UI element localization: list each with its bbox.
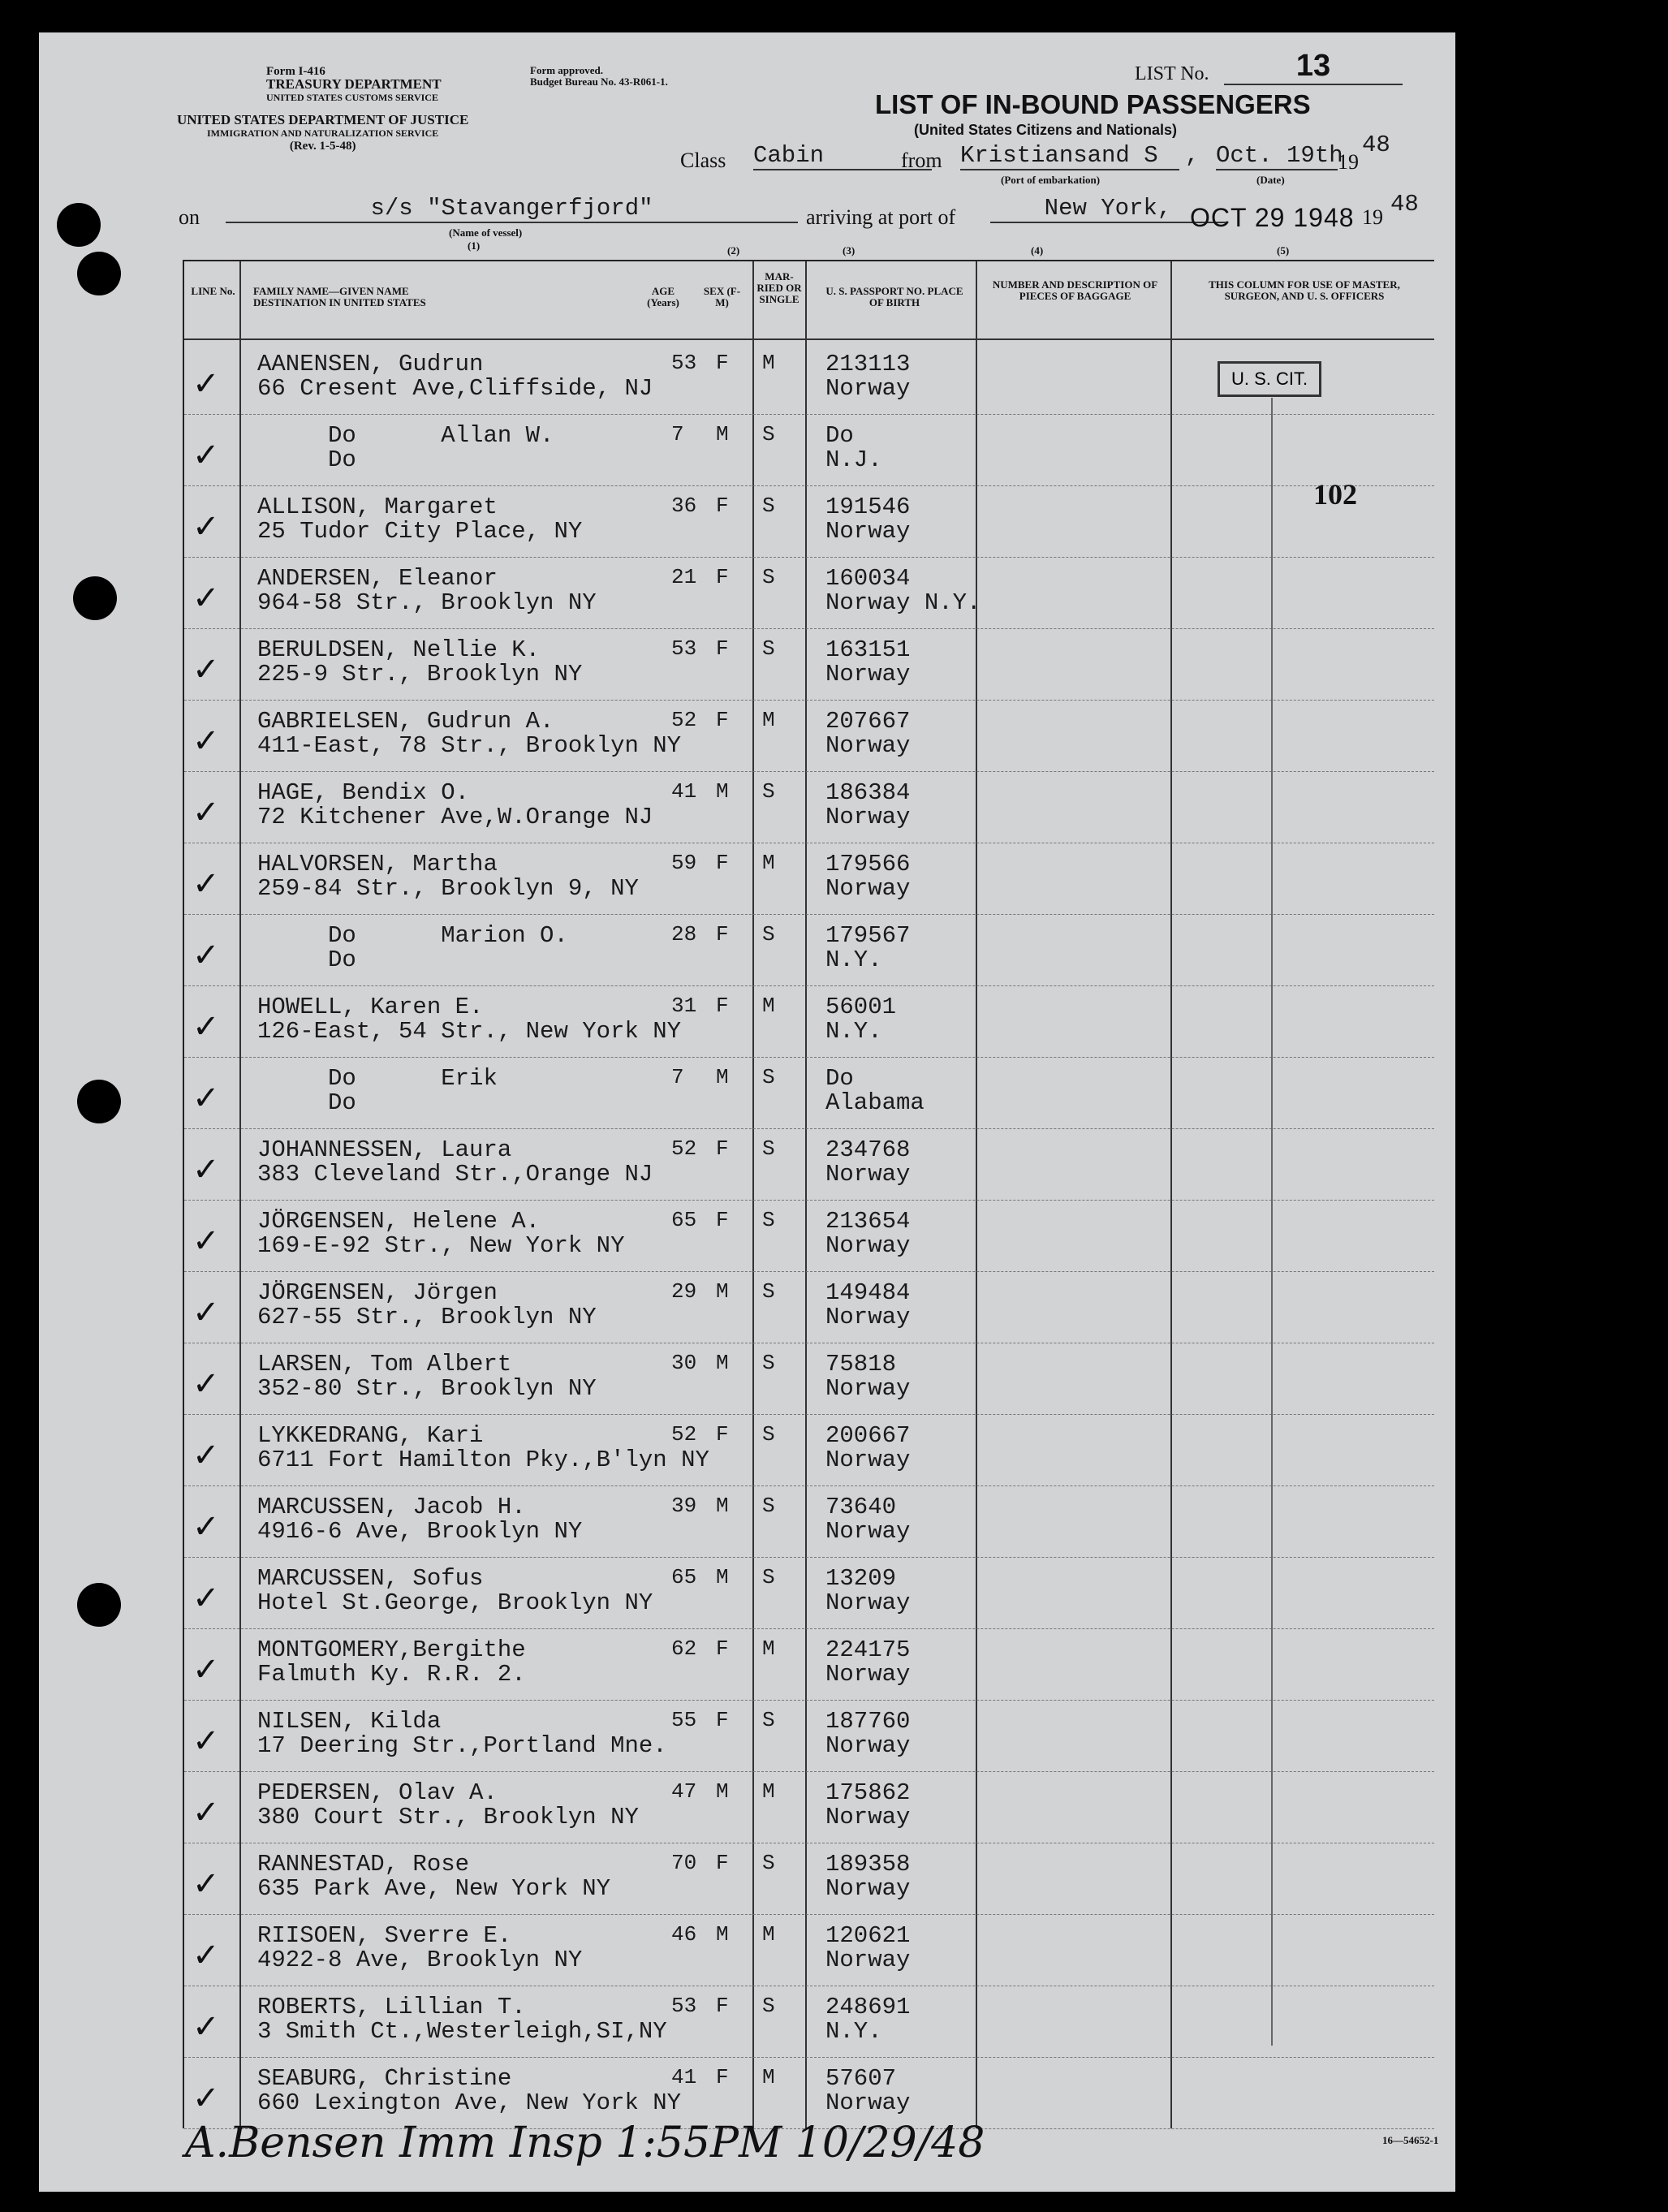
place-of-birth: Norway [825, 375, 911, 402]
destination: Falmuth Ky. R.R. 2. [257, 1661, 526, 1688]
sex: F [716, 565, 729, 589]
marital-status: S [762, 779, 775, 804]
sex: F [716, 708, 729, 732]
table-row [184, 985, 1434, 1057]
arrival-year: 48 [1390, 191, 1419, 218]
place-of-birth: Norway [825, 1661, 911, 1688]
table-row [184, 1914, 1434, 1986]
marital-status: S [762, 1994, 775, 2018]
sex: F [716, 2065, 729, 2089]
age: 53 [671, 636, 697, 661]
age: 65 [671, 1208, 697, 1232]
passenger-name: ROBERTS, Lillian T. [257, 1994, 526, 2020]
destination: 660 Lexington Ave, New York NY [257, 2089, 682, 2116]
check-mark-icon: ✓ [192, 865, 220, 903]
place-of-birth: Norway [825, 1232, 911, 1259]
table-row [184, 485, 1434, 557]
destination: 25 Tudor City Place, NY [257, 518, 583, 545]
page-subtitle: (United States Citizens and Nationals) [914, 122, 1178, 138]
check-mark-icon: ✓ [192, 1008, 220, 1046]
port-caption: (Port of embarkation) [1001, 174, 1101, 186]
place-of-birth: N.J. [825, 446, 882, 473]
destination: 964-58 Str., Brooklyn NY [257, 589, 597, 616]
place-of-birth: Norway [825, 1875, 911, 1902]
us-citizen-stamp: U. S. CIT. [1218, 361, 1321, 397]
vessel-col: (1) [468, 239, 481, 252]
header-married: MAR- RIED OR SINGLE [756, 270, 802, 305]
place-of-birth: Norway [825, 1804, 911, 1830]
destination: 352-80 Str., Brooklyn NY [257, 1375, 597, 1402]
header-name: FAMILY NAME—GIVEN NAME DESTINATION IN UNITED STATES [253, 285, 426, 308]
count-annotation: 102 [1313, 478, 1357, 511]
passenger-name: ANDERSEN, Eleanor [257, 565, 498, 592]
passenger-name: HALVORSEN, Martha [257, 851, 498, 877]
age: 41 [671, 779, 697, 804]
check-mark-icon: ✓ [192, 1937, 220, 1974]
marital-status: S [762, 1851, 775, 1875]
place-of-birth: Norway [825, 1161, 911, 1188]
passport-number: 57607 [825, 2065, 897, 2092]
from-value: Kristiansand S [960, 142, 1179, 170]
check-mark-icon: ✓ [192, 1151, 220, 1188]
col-num-2: (2) [727, 244, 740, 257]
sex: F [716, 1136, 729, 1161]
marital-status: S [762, 1065, 775, 1089]
header-officers: THIS COLUMN FOR USE OF MASTER, SURGEON, AND U. S. OFFICERS [1209, 278, 1400, 302]
age: 59 [671, 851, 697, 875]
passenger-name: JOHANNESSEN, Laura [257, 1136, 512, 1163]
table-row [184, 1771, 1434, 1843]
marital-status: M [762, 1779, 775, 1804]
arriving-label: arriving at port of [806, 205, 956, 229]
check-mark-icon: ✓ [192, 1508, 220, 1546]
list-no-label: LIST No. [1135, 63, 1209, 84]
age: 52 [671, 708, 697, 732]
budget-line: Budget Bureau No. 43-R061-1. [530, 75, 668, 88]
destination: 259-84 Str., Brooklyn 9, NY [257, 875, 639, 902]
place-of-birth: Norway [825, 804, 911, 830]
sex: M [716, 1065, 729, 1089]
punch-hole [77, 1583, 121, 1627]
arrival-year-prefix: 19 [1362, 205, 1383, 229]
class-value: Cabin [753, 142, 932, 170]
ins-line: IMMIGRATION AND NATURALIZATION SERVICE [207, 127, 439, 139]
header-line-no: LINE No. [191, 285, 235, 297]
punch-hole [73, 576, 117, 620]
passenger-name: LARSEN, Tom Albert [257, 1351, 512, 1378]
header-baggage: NUMBER AND DESCRIPTION OF PIECES OF BAGGAGE [992, 278, 1158, 302]
sex: F [716, 1708, 729, 1732]
passport-number: 213654 [825, 1208, 911, 1235]
vessel-caption: (Name of vessel) [449, 226, 523, 239]
table-row [184, 843, 1434, 914]
passport-number: 187760 [825, 1708, 911, 1735]
age: 21 [671, 565, 697, 589]
arrival-port: New York, [990, 195, 1226, 223]
check-mark-icon: ✓ [192, 365, 220, 403]
passport-number: 186384 [825, 779, 911, 806]
table-row [184, 628, 1434, 700]
place-of-birth: Norway [825, 1304, 911, 1330]
marital-status: S [762, 1494, 775, 1518]
sex: F [716, 1851, 729, 1875]
passport-number: 120621 [825, 1922, 911, 1949]
date-value: Oct. 19th [1216, 142, 1343, 169]
age: 70 [671, 1851, 697, 1875]
passport-number: 179566 [825, 851, 911, 877]
passport-number: 13209 [825, 1565, 897, 1592]
marital-status: S [762, 1351, 775, 1375]
check-mark-icon: ✓ [192, 651, 220, 688]
passport-number: 160034 [825, 565, 911, 592]
header-passport: U. S. PASSPORT NO. PLACE OF BIRTH [825, 285, 963, 308]
passenger-name: Do Erik [257, 1065, 498, 1092]
check-mark-icon: ✓ [192, 1865, 220, 1903]
approval-block [530, 65, 668, 88]
age: 39 [671, 1494, 697, 1518]
passport-number: 75818 [825, 1351, 897, 1378]
place-of-birth: Norway [825, 875, 911, 902]
age: 31 [671, 994, 697, 1018]
sex: M [716, 1922, 729, 1947]
age: 7 [671, 422, 684, 446]
place-of-birth: Norway [825, 2089, 911, 2116]
marital-status: S [762, 636, 775, 661]
passenger-name: AANENSEN, Gudrun [257, 351, 484, 377]
marital-status: S [762, 494, 775, 518]
age: 65 [671, 1565, 697, 1589]
arrival-date-stamp: OCT 29 1948 [1190, 203, 1355, 232]
passport-number: 224175 [825, 1636, 911, 1663]
table-row [184, 1128, 1434, 1200]
destination: 225-9 Str., Brooklyn NY [257, 661, 583, 688]
destination: 4922-8 Ave, Brooklyn NY [257, 1947, 583, 1973]
passenger-table [183, 260, 1434, 2128]
sex: M [716, 1279, 729, 1304]
passenger-name: JÖRGENSEN, Helene A. [257, 1208, 541, 1235]
passenger-name: MONTGOMERY,Bergithe [257, 1636, 526, 1663]
passenger-name: PEDERSEN, Olav A. [257, 1779, 498, 1806]
check-mark-icon: ✓ [192, 508, 220, 545]
rev-line: (Rev. 1-5-48) [289, 140, 356, 153]
passenger-name: ALLISON, Margaret [257, 494, 498, 520]
passport-number: 179567 [825, 922, 911, 949]
list-no-value: 13 [1224, 49, 1403, 85]
place-of-birth: N.Y. [825, 2018, 882, 2045]
passenger-name: SEABURG, Christine [257, 2065, 512, 2092]
check-mark-icon: ✓ [192, 1365, 220, 1403]
on-label: on [179, 205, 200, 229]
destination: 66 Cresent Ave,Cliffside, NJ [257, 375, 653, 402]
table-row [184, 2057, 1434, 2128]
age: 46 [671, 1922, 697, 1947]
sex: M [716, 779, 729, 804]
place-of-birth: Norway [825, 518, 911, 545]
check-mark-icon: ✓ [192, 2008, 220, 2046]
passenger-name: JÖRGENSEN, Jörgen [257, 1279, 498, 1306]
passport-number: Do [825, 1065, 854, 1092]
marital-status: M [762, 1636, 775, 1661]
passenger-name: HAGE, Bendix O. [257, 779, 470, 806]
sex: M [716, 1779, 729, 1804]
form-number: Form I-416 [266, 65, 325, 78]
passenger-name: RANNESTAD, Rose [257, 1851, 470, 1878]
passenger-name: Do Allan W. [257, 422, 554, 449]
place-of-birth: Norway [825, 1447, 911, 1473]
sex: F [716, 494, 729, 518]
marital-status: M [762, 994, 775, 1018]
punch-hole [77, 1080, 121, 1123]
page-title: LIST OF IN-BOUND PASSENGERS [875, 89, 1311, 119]
check-mark-icon: ✓ [192, 1794, 220, 1831]
passenger-name: BERULDSEN, Nellie K. [257, 636, 541, 663]
age: 62 [671, 1636, 697, 1661]
from-label: from [901, 149, 942, 172]
treasury-line: TREASURY DEPARTMENT [266, 76, 442, 92]
place-of-birth: Norway [825, 661, 911, 688]
form-block [266, 65, 442, 104]
destination: 380 Court Str., Brooklyn NY [257, 1804, 639, 1830]
passenger-name: RIISOEN, Sverre E. [257, 1922, 512, 1949]
sex: F [716, 351, 729, 375]
table-row [184, 414, 1434, 485]
check-mark-icon: ✓ [192, 2080, 220, 2117]
age: 53 [671, 351, 697, 375]
marital-status: S [762, 1422, 775, 1447]
passport-number: 189358 [825, 1851, 911, 1878]
marital-status: S [762, 1279, 775, 1304]
passport-number: 248691 [825, 1994, 911, 2020]
sex: M [716, 1351, 729, 1375]
place-of-birth: Norway [825, 1947, 911, 1973]
destination: 126-East, 54 Str., New York NY [257, 1018, 682, 1045]
destination: Do [257, 946, 356, 973]
document-page [39, 32, 1455, 2192]
table-row [184, 1485, 1434, 1557]
passenger-name: GABRIELSEN, Gudrun A. [257, 708, 554, 735]
age: 28 [671, 922, 697, 946]
passenger-name: LYKKEDRANG, Kari [257, 1422, 484, 1449]
passenger-name: HOWELL, Karen E. [257, 994, 484, 1020]
year-value: 48 [1362, 132, 1390, 158]
passport-number: 56001 [825, 994, 897, 1020]
destination: Hotel St.George, Brooklyn NY [257, 1589, 653, 1616]
place-of-birth: Norway [825, 1732, 911, 1759]
approval-line: Form approved. [530, 64, 604, 76]
sex: M [716, 422, 729, 446]
passport-number: 213113 [825, 351, 911, 377]
inspector-signature: A.Bensen Imm Insp 1:55PM 10/29/48 [185, 2119, 985, 2167]
class-label: Class [680, 149, 726, 172]
punch-hole [57, 203, 101, 247]
marital-status: S [762, 565, 775, 589]
destination: 627-55 Str., Brooklyn NY [257, 1304, 597, 1330]
place-of-birth: Alabama [825, 1089, 925, 1116]
justice-block [177, 114, 468, 153]
passport-number: 175862 [825, 1779, 911, 1806]
place-of-birth: Norway [825, 1375, 911, 1402]
check-mark-icon: ✓ [192, 1651, 220, 1688]
comma: , [1185, 142, 1200, 169]
table-row [184, 771, 1434, 843]
table-row [184, 1557, 1434, 1628]
check-mark-icon: ✓ [192, 1723, 220, 1760]
marital-status: S [762, 422, 775, 446]
check-mark-icon: ✓ [192, 794, 220, 831]
marital-status: M [762, 851, 775, 875]
passenger-name: MARCUSSEN, Sofus [257, 1565, 484, 1592]
table-row [184, 1700, 1434, 1771]
marital-status: M [762, 351, 775, 375]
age: 36 [671, 494, 697, 518]
sex: F [716, 1636, 729, 1661]
place-of-birth: Norway [825, 732, 911, 759]
header-sex: SEX (F-M) [703, 285, 741, 308]
age: 52 [671, 1136, 697, 1161]
footer-code: 16—54652-1 [1382, 2134, 1439, 2146]
passport-number: 163151 [825, 636, 911, 663]
marital-status: S [762, 1208, 775, 1232]
destination: 169-E-92 Str., New York NY [257, 1232, 625, 1259]
age: 41 [671, 2065, 697, 2089]
age: 52 [671, 1422, 697, 1447]
age: 29 [671, 1279, 697, 1304]
sex: F [716, 1994, 729, 2018]
destination: 383 Cleveland Str.,Orange NJ [257, 1161, 653, 1188]
marital-status: S [762, 1708, 775, 1732]
place-of-birth: Norway [825, 1589, 911, 1616]
table-row [184, 1843, 1434, 1914]
age: 55 [671, 1708, 697, 1732]
age: 47 [671, 1779, 697, 1804]
sex: F [716, 1422, 729, 1447]
age: 30 [671, 1351, 697, 1375]
marital-status: M [762, 708, 775, 732]
table-row [184, 557, 1434, 628]
table-row [184, 914, 1434, 985]
justice-line: UNITED STATES DEPARTMENT OF JUSTICE [177, 112, 469, 127]
destination: 411-East, 78 Str., Brooklyn NY [257, 732, 682, 759]
date-caption: (Date) [1256, 174, 1285, 186]
pencil-line [1271, 398, 1273, 2046]
passport-number: 191546 [825, 494, 911, 520]
passenger-name: NILSEN, Kilda [257, 1708, 442, 1735]
passport-number: 234768 [825, 1136, 911, 1163]
passport-number: 149484 [825, 1279, 911, 1306]
check-mark-icon: ✓ [192, 1294, 220, 1331]
col-num-4: (4) [1031, 244, 1044, 257]
check-mark-icon: ✓ [192, 722, 220, 760]
marital-status: S [762, 922, 775, 946]
table-row [184, 1986, 1434, 2057]
sex: F [716, 636, 729, 661]
destination: 635 Park Ave, New York NY [257, 1875, 611, 1902]
table-row [184, 1414, 1434, 1485]
check-mark-icon: ✓ [192, 1222, 220, 1260]
marital-status: S [762, 1565, 775, 1589]
destination: 6711 Fort Hamilton Pky.,B'lyn NY [257, 1447, 709, 1473]
age: 7 [671, 1065, 684, 1089]
year-prefix: 19 [1338, 150, 1359, 174]
destination: 72 Kitchener Ave,W.Orange NJ [257, 804, 653, 830]
check-mark-icon: ✓ [192, 1580, 220, 1617]
check-mark-icon: ✓ [192, 1080, 220, 1117]
table-row [184, 1628, 1434, 1700]
sex: F [716, 922, 729, 946]
table-row [184, 1200, 1434, 1271]
passenger-name: MARCUSSEN, Jacob H. [257, 1494, 526, 1520]
passport-number: 207667 [825, 708, 911, 735]
sex: F [716, 994, 729, 1018]
destination: Do [257, 1089, 356, 1116]
table-row [184, 700, 1434, 771]
check-mark-icon: ✓ [192, 580, 220, 617]
header-rule [184, 338, 1434, 340]
age: 53 [671, 1994, 697, 2018]
destination: Do [257, 446, 356, 473]
marital-status: M [762, 2065, 775, 2089]
passport-number: 200667 [825, 1422, 911, 1449]
sex: F [716, 851, 729, 875]
check-mark-icon: ✓ [192, 937, 220, 974]
marital-status: S [762, 1136, 775, 1161]
check-mark-icon: ✓ [192, 1437, 220, 1474]
marital-status: M [762, 1922, 775, 1947]
col-num-3: (3) [843, 244, 856, 257]
table-row [184, 1057, 1434, 1128]
passenger-name: Do Marion O. [257, 922, 568, 949]
place-of-birth: N.Y. [825, 946, 882, 973]
header-age: AGE (Years) [647, 285, 679, 308]
place-of-birth: Norway N.Y. [825, 589, 981, 616]
sex: M [716, 1494, 729, 1518]
sex: M [716, 1565, 729, 1589]
check-mark-icon: ✓ [192, 437, 220, 474]
table-row [184, 1343, 1434, 1414]
passport-number: 73640 [825, 1494, 897, 1520]
passport-number: Do [825, 422, 854, 449]
destination: 4916-6 Ave, Brooklyn NY [257, 1518, 583, 1545]
destination: 3 Smith Ct.,Westerleigh,SI,NY [257, 2018, 667, 2045]
destination: 17 Deering Str.,Portland Mne. [257, 1732, 667, 1759]
col-num-5: (5) [1277, 244, 1290, 257]
place-of-birth: Norway [825, 1518, 911, 1545]
vessel-value: s/s "Stavangerfjord" [226, 195, 798, 223]
place-of-birth: N.Y. [825, 1018, 882, 1045]
punch-hole [77, 252, 121, 295]
sex: F [716, 1208, 729, 1232]
customs-line: UNITED STATES CUSTOMS SERVICE [266, 92, 438, 103]
table-row [184, 1271, 1434, 1343]
